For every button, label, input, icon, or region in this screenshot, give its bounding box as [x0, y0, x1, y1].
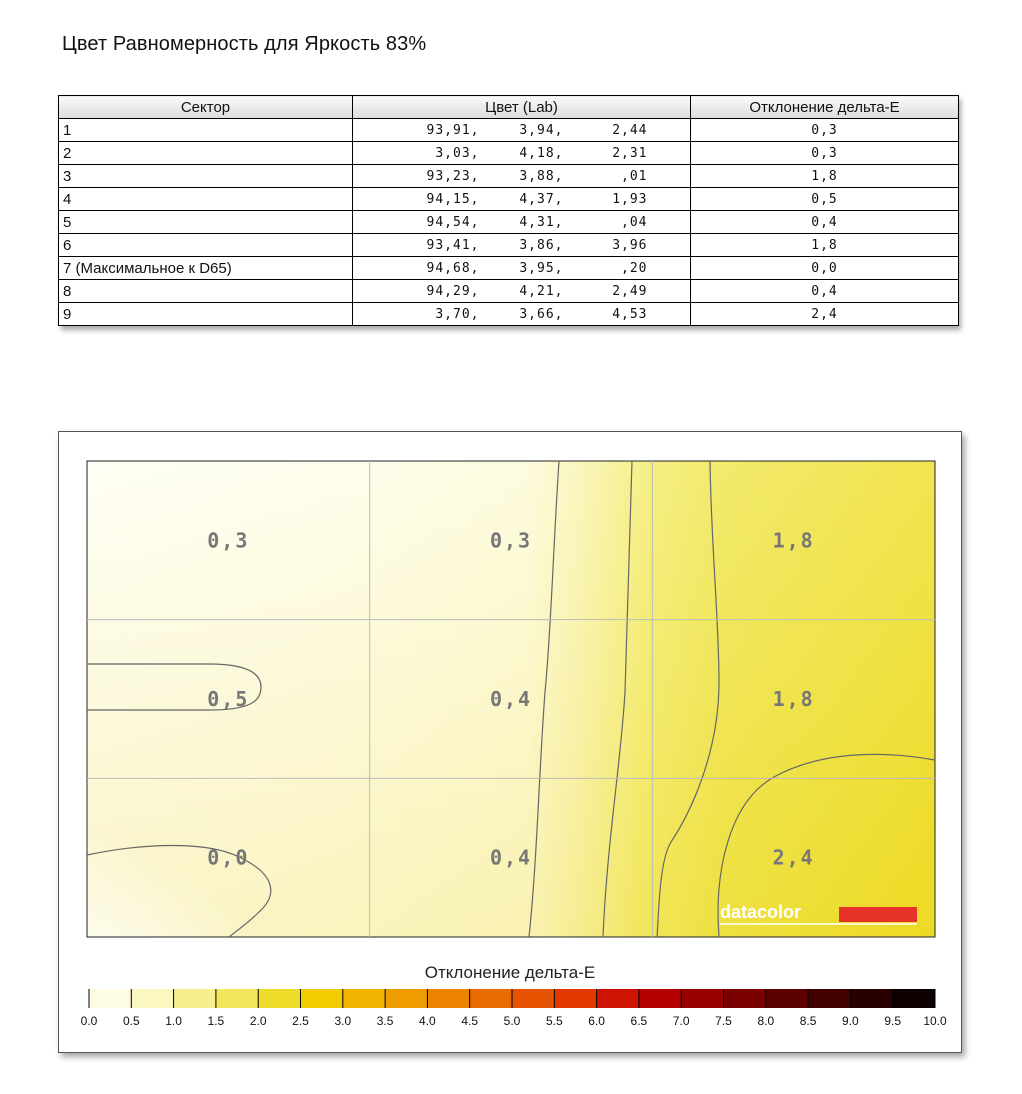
lab-cell: [353, 142, 691, 165]
table-row: [59, 165, 959, 188]
lab-value: ,04: [621, 214, 648, 230]
color-scale-segment: [258, 989, 301, 1008]
lab-value: 3,70,: [435, 306, 480, 322]
delta-e-cell: 0,4: [691, 211, 959, 234]
lab-value: ,20: [621, 260, 648, 276]
header-sector: Сектор: [59, 96, 353, 119]
color-scale-tick-label: 5.0: [503, 1014, 521, 1028]
logo-accent-bar: [839, 907, 917, 922]
color-scale-tick-label: 4.5: [461, 1014, 479, 1028]
lab-value: 3,94,: [519, 122, 564, 138]
lab-cell: [353, 234, 691, 257]
lab-value: 4,18,: [519, 145, 564, 161]
lab-value: 2,44: [612, 122, 648, 138]
sector-cell: 3: [59, 165, 353, 188]
color-scale-segment: [427, 989, 470, 1008]
lab-value: 4,37,: [519, 191, 564, 207]
lab-value: 3,03,: [435, 145, 480, 161]
results-table-container: [58, 95, 958, 326]
color-scale-tick-label: 3.5: [376, 1014, 394, 1028]
color-scale-tick-label: 8.0: [757, 1014, 775, 1028]
lab-value: 4,31,: [519, 214, 564, 230]
sector-cell: 4: [59, 188, 353, 211]
lab-cell: [353, 188, 691, 211]
table-row: [59, 303, 959, 326]
lab-cell: [353, 119, 691, 142]
lab-value: 3,96: [612, 237, 648, 253]
lab-value: 3,95,: [519, 260, 564, 276]
lab-cell: [353, 165, 691, 188]
color-scale-tick-label: 9.5: [884, 1014, 902, 1028]
color-scale-segment: [89, 989, 132, 1008]
sector-cell: 2: [59, 142, 353, 165]
color-scale-tick-label: 10.0: [923, 1014, 947, 1028]
color-scale-tick-label: 4.0: [419, 1014, 436, 1028]
lab-value: ,01: [621, 168, 648, 184]
logo-text: datacolor: [720, 902, 802, 922]
color-scale-tick-label: 1.5: [207, 1014, 225, 1028]
color-scale-segment: [301, 989, 344, 1008]
table-header-row: [59, 96, 959, 119]
uniformity-heatmap-panel: [58, 431, 962, 1053]
color-scale-tick-label: 9.0: [842, 1014, 859, 1028]
delta-e-cell: 1,8: [691, 234, 959, 257]
lab-value: 94,54,: [426, 214, 480, 230]
header-delta-e: Отклонение дельта-E: [691, 96, 959, 119]
color-scale-tick-label: 7.0: [672, 1014, 690, 1028]
color-scale-segment: [681, 989, 724, 1008]
lab-value: 94,68,: [426, 260, 480, 276]
table-row: [59, 142, 959, 165]
lab-value: 94,15,: [426, 191, 480, 207]
delta-e-cell: 0,3: [691, 142, 959, 165]
color-scale-segment: [470, 989, 513, 1008]
sector-value-label: 0,0: [207, 845, 250, 870]
sector-value-label: 0,3: [207, 528, 250, 553]
lab-value: 3,86,: [519, 237, 564, 253]
lab-value: 4,21,: [519, 283, 564, 299]
color-scale-tick-label: 8.5: [799, 1014, 817, 1028]
color-scale-segment: [554, 989, 597, 1008]
color-scale-tick-label: 0.5: [122, 1014, 140, 1028]
lab-value: 3,88,: [519, 168, 564, 184]
sector-cell: 6: [59, 234, 353, 257]
sector-cell: 5: [59, 211, 353, 234]
color-scale-segment: [724, 989, 767, 1008]
color-scale-tick-label: 2.5: [292, 1014, 309, 1028]
color-scale-tick-label: 6.0: [588, 1014, 605, 1028]
table-row: [59, 119, 959, 142]
color-scale-segment: [385, 989, 428, 1008]
color-scale-segment: [174, 989, 217, 1008]
lab-value: 93,41,: [426, 237, 480, 253]
color-scale-tick-label: 5.5: [545, 1014, 563, 1028]
lab-value: 94,29,: [426, 283, 480, 299]
header-lab: Цвет (Lab): [353, 96, 691, 119]
color-scale-title: Отклонение дельта-E: [424, 963, 596, 982]
color-scale-tick-label: 6.5: [630, 1014, 648, 1028]
color-scale-segment: [343, 989, 386, 1008]
delta-e-cell: 1,8: [691, 165, 959, 188]
color-scale-segment: [512, 989, 555, 1008]
sector-value-label: 1,8: [772, 687, 815, 711]
color-scale-segment: [131, 989, 174, 1008]
color-scale-tick-label: 0.0: [80, 1014, 98, 1028]
color-scale-segment: [639, 989, 682, 1008]
sector-value-label: 0,5: [207, 687, 250, 711]
lab-value: 2,49: [612, 283, 648, 299]
sector-value-label: 0,3: [489, 528, 533, 553]
color-scale-tick-label: 7.5: [715, 1014, 732, 1028]
delta-e-cell: 0,0: [691, 257, 959, 280]
color-scale-segment: [850, 989, 893, 1008]
color-scale-segment: [893, 989, 936, 1008]
lab-value: 3,66,: [519, 306, 564, 322]
sector-cell: 9: [59, 303, 353, 326]
table-row: [59, 188, 959, 211]
color-scale-tick-label: 1.0: [165, 1014, 182, 1028]
color-scale-tick-label: 2.0: [249, 1014, 267, 1028]
color-scale-tick-label: 3.0: [334, 1014, 352, 1028]
lab-value: 93,23,: [426, 168, 480, 184]
color-scale-segment: [597, 989, 640, 1008]
lab-cell: [353, 211, 691, 234]
lab-value: 4,53: [612, 306, 648, 322]
lab-value: 1,93: [612, 191, 648, 207]
sector-cell: 8: [59, 280, 353, 303]
results-table: [58, 95, 959, 326]
page-title: Цвет Равномерность для Яркость 83%: [62, 33, 427, 55]
table-row: [59, 234, 959, 257]
lab-cell: [353, 303, 691, 326]
table-row: [59, 211, 959, 234]
sector-cell: 7 (Максимальное к D65): [59, 257, 353, 280]
color-scale-segment: [766, 989, 809, 1008]
sector-value-label: 0,4: [489, 845, 533, 870]
color-scale-segment: [216, 989, 259, 1008]
lab-cell: [353, 257, 691, 280]
sector-value-label: 2,4: [772, 845, 815, 870]
lab-cell: [353, 280, 691, 303]
table-row: [59, 280, 959, 303]
delta-e-cell: 0,3: [691, 119, 959, 142]
lab-value: 2,31: [612, 145, 648, 161]
lab-value: 93,91,: [426, 122, 480, 138]
delta-e-cell: 0,5: [691, 188, 959, 211]
delta-e-cell: 0,4: [691, 280, 959, 303]
sector-cell: 1: [59, 119, 353, 142]
sector-value-label: 1,8: [772, 528, 815, 553]
table-row: [59, 257, 959, 280]
sector-value-label: 0,4: [489, 687, 533, 711]
delta-e-cell: 2,4: [691, 303, 959, 326]
color-scale-segment: [808, 989, 851, 1008]
uniformity-heatmap-chart: [59, 432, 961, 1052]
